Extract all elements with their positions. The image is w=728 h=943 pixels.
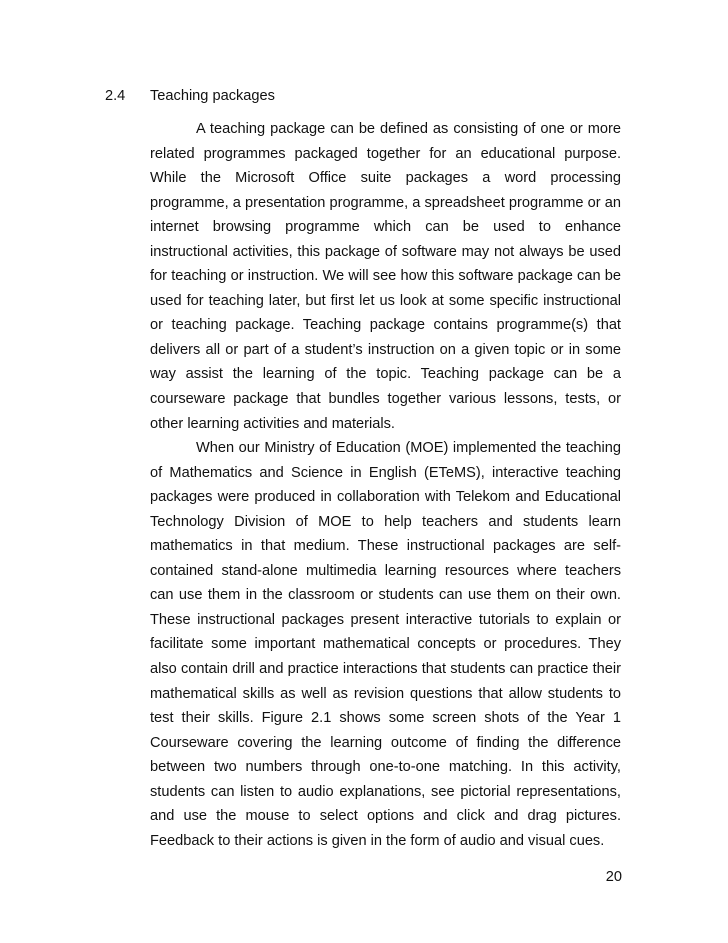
body-text: [150, 117, 621, 853]
page-number: 20: [605, 869, 622, 885]
section-number: 2.4: [105, 88, 126, 104]
paragraph-moe-etems: When our Ministry of Education (MOE) implemented the teaching of Mathematics and Science in English (ETeMS), interactive teaching packages were produced in collaboration with Telekom and Educational Technology Division of MOE to help teachers and students learn mathematics in that medium. These instructional packages are self-contained stand-alone multimedia learning resources where teachers can use them in the classroom or students can use them on their own. These instructional packages present interactive tutorials to explain or facilitate some important mathematical concepts or procedures. They also contain drill and practice interactions that students can practice their mathematical skills as well as revision questions that allow students to test their skills. Figure 2.1 shows some screen shots of the Year 1 Courseware covering the learning outcome of finding the difference between two numbers through one-to-one matching. In this activity, students can listen to audio explanations, see pictorial representations, and use the mouse to select options and click and drag pictures. Feedback to their actions is given in the form of audio and visual cues.: [150, 440, 621, 849]
section-title: Teaching packages: [150, 88, 275, 104]
paragraph-teaching-package-definition: A teaching package can be defined as consisting of one or more related programmes packaged together for an educational purpose. While the Microsoft Office suite packages a word processing programme, a presentation programme, a spreadsheet programme or an internet browsing programme which can be used to enhance instructional activities, this package of software may not always be used for teaching or instruction. We will see how this software package can be used for teaching later, but first let us look at some specific instructional or teaching package. Teaching package contains programme(s) that delivers all or part of a student’s instruction on a given topic or in some way assist the learning of the topic. Teaching package can be a courseware package that bundles together various lessons, tests, or other learning activities and materials.: [150, 121, 621, 432]
